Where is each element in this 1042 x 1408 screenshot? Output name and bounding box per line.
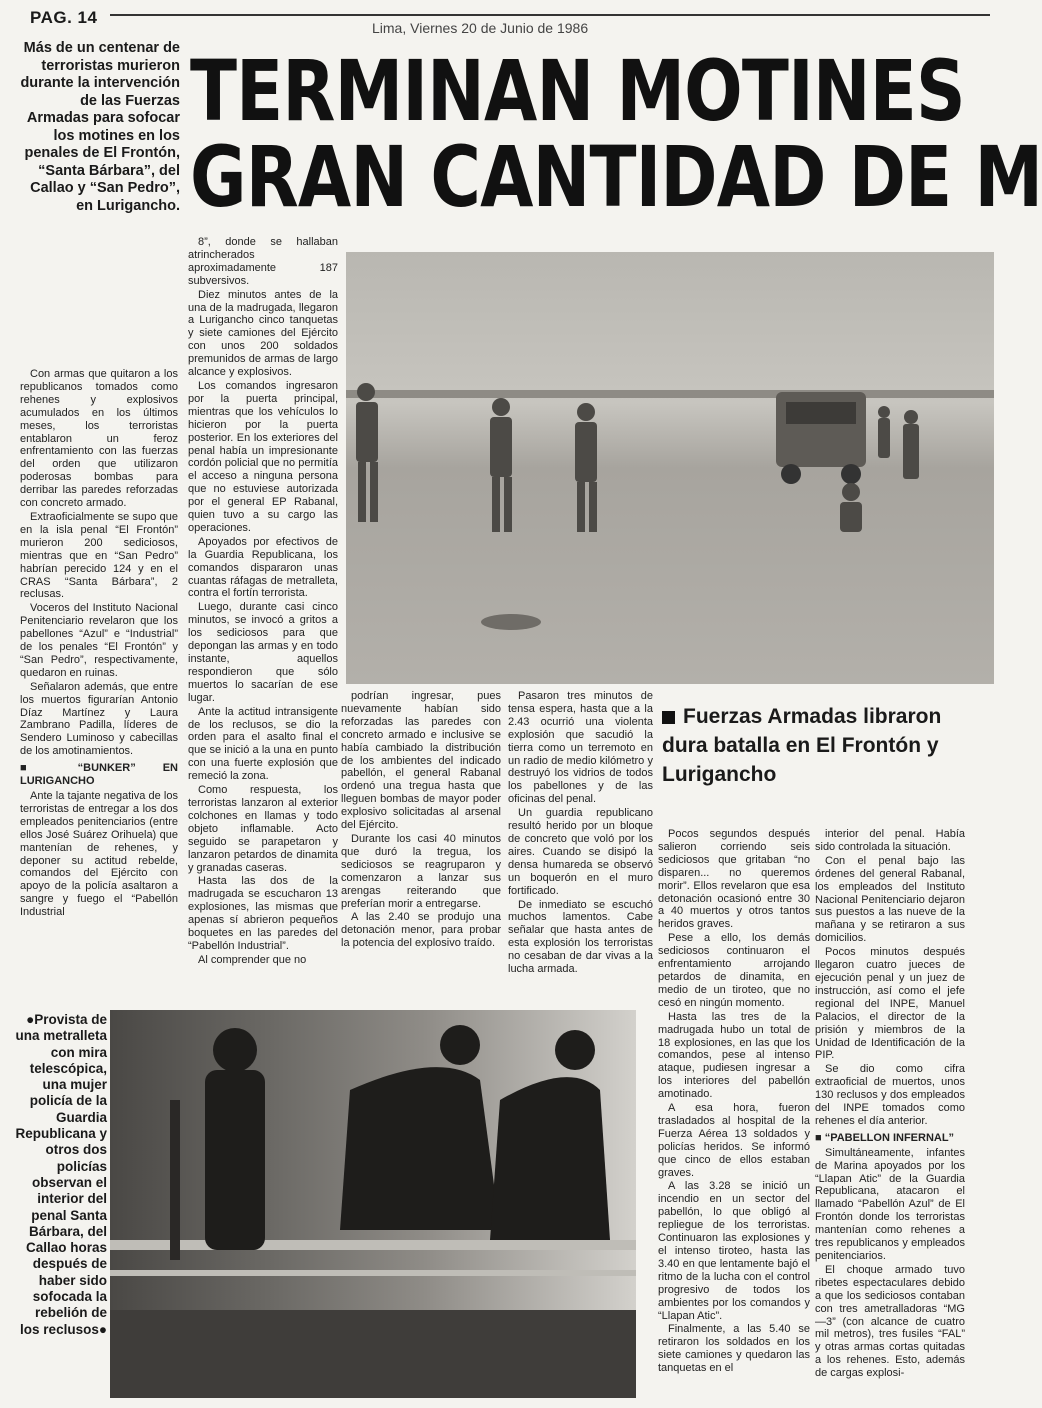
subhead-pabellon-infernal bbox=[815, 1132, 965, 1145]
square-bullet-icon: ■ bbox=[815, 1131, 825, 1144]
paragraph: Ante la actitud intransigente de los reclusos, se dio la orden para el asalto final el que se inició a la una en punto con una fuerte explosión que remeció la zona. bbox=[188, 705, 338, 783]
paragraph: Pasaron tres minutos de tensa espera, hasta que a la 2.43 ocurrió una violenta explosión que sacudió la tierra como un terremoto en un radio de medio kilómetro y destruyó los vidrios de todos los pabellones y de las oficinas del penal. bbox=[508, 690, 653, 806]
top-rule bbox=[110, 14, 990, 16]
paragraph: Voceros del Instituto Nacional Penitenciario revelaron que los pabellones “Azul” e “Industrial” de los penales “El Frontón” y “San Pedro”, respectivamente, quedaron en ruinas. bbox=[20, 602, 178, 679]
subhead-text: “PABELLON INFERNAL” bbox=[824, 1131, 955, 1144]
dateline: Lima, Viernes 20 de Junio de 1986 bbox=[372, 20, 589, 36]
paragraph: Con el penal bajo las órdenes del general Rabanal, los empleados del Instituto Nacional Penitenciario dejaron sus puestos a las nueve de la mañana y se retiraron a sus domicilios. bbox=[815, 854, 965, 945]
main-headline bbox=[190, 42, 1042, 226]
paragraph: Ante la tajante negativa de los terroristas de entregar a los dos empleados penitenciarios (entre ellos José Suárez Orihuela) que mantenían de rehenes, y deponer su actitud rebelde, comandos del Ejército con apoyo de la policía asaltaron a sangre y fuego el “Pabellón Industrial bbox=[20, 790, 178, 919]
square-bullet-icon bbox=[662, 711, 675, 724]
paragraph: interior del penal. Había sido controlada la situación. bbox=[815, 828, 965, 853]
secondary-headline-text: Fuerzas Armadas libraron dura batalla en El Frontón y Lurigancho bbox=[662, 705, 942, 786]
paragraph: Señalaron además, que entre los muertos figurarían Antonio Díaz Martínez y Laura Zambrano Padilla, líderes de Sendero Luminoso y cabecillas de los amotinamientos. bbox=[20, 680, 178, 758]
paragraph: De inmediato se escuchó muchos lamentos. Cabe señalar que hasta antes de esta explosión los terroristas no cesaban de dar vivas a la lucha armada. bbox=[508, 898, 653, 976]
paragraph: Simultáneamente, infantes de Marina apoyados por los “Llapan Atic” de la Guardia Republicana, atacaron el llamado “Pabellón Azul” de El Frontón donde los terroristas mantenían como rehenes a tres republicanos y empleados penitenciarios. bbox=[815, 1146, 965, 1262]
paragraph: 8”, donde se hallaban atrincherados aproximadamente 187 subversivos. bbox=[188, 236, 338, 287]
bullet-icon: ● bbox=[98, 1321, 107, 1337]
paragraph: podrían ingresar, pues nuevamente habían sido reforzadas las paredes con concreto armado e inclusive se había cambiado la distribución de los ambientes del indicado pabellón, el general Rabanal ordenó una tregua hasta que lleguen bombas de mayor poder explosivo solicitadas al arsenal del Ejército. bbox=[341, 690, 501, 832]
paragraph: Pocos minutos después llegaron cuatro jueces de ejecución penal y un juez de instrucción, así como el jefe regional del INPE, Manuel Palacios, el director de la prisión y miembros de la Unidad de Identificación de la PIP. bbox=[815, 946, 965, 1062]
subhead-bunker bbox=[20, 762, 178, 788]
column-2 bbox=[188, 236, 338, 968]
paragraph: Durante los casi 40 minutos que duró la tregua, los sediciosos se reagruparon y comenzaron a lanzar sus arengas reiterando que preferían morir a entregarse. bbox=[341, 832, 501, 910]
paragraph: Pese a ello, los demás sediciosos continuaron el enfrentamiento arrojando petardos de dinamita, en medio de un tiroteo, que no cesó en ningún momento. bbox=[658, 932, 810, 1009]
bullet-icon: ● bbox=[26, 1012, 35, 1027]
column-3 bbox=[341, 690, 501, 951]
column-4 bbox=[508, 690, 653, 977]
police-scene-illustration bbox=[110, 1010, 636, 1398]
caption-text: Provista de una metralleta con mira telescópica, una mujer policía de la Guardia Republicana y otros dos policías observan el interior del penal Santa Bárbara, del Callao horas después de haber sido sofocada la rebelión de los reclusos bbox=[15, 1012, 107, 1337]
subhead-text: “BUNKER” EN LURIGANCHO bbox=[20, 762, 178, 788]
page-number: PAG. 14 bbox=[30, 8, 98, 27]
paragraph: El choque armado tuvo ribetes espectaculares debido a que los sediciosos contaban con tres ametralladoras “MG—3” (con alcance de cuatro mil metros), tres fusiles “FAL” y otras armas cortas quitadas a los rehenes. Esto, además de cargas explosi- bbox=[815, 1263, 965, 1380]
paragraph: Al comprender que no bbox=[198, 953, 307, 966]
paragraph: A esa hora, fueron trasladados al hospital de la Fuerza Aérea 13 soldados y policías heridos. Se informó que cinco de ellos estaban graves. bbox=[658, 1102, 810, 1179]
paragraph: Un guardia republicano resultó herido por un bloque de concreto que voló por los aires. Cuando se disipó la densa humareda se observó un boquerón en el muro fortificado. bbox=[508, 807, 653, 897]
paragraph: A las 2.40 se produjo una detonación menor, para probar la potencia del explosivo traído. bbox=[341, 911, 501, 950]
column-1 bbox=[20, 368, 178, 920]
paragraph: Diez minutos antes de la una de la madrugada, llegaron a Lurigancho cinco tanquetas y siete camiones del Ejército con unos 200 soldados premunidos de armas de largo alcance y explosivos. bbox=[188, 288, 338, 379]
paragraph: Hasta las tres de la madrugada hubo un total de 18 explosiones, en las que los comandos, pese al intenso ataque, pudiesen ingresar a los interiores del pabellón amotinado. bbox=[658, 1010, 810, 1101]
paragraph: Pocos segundos después salieron corriendo seis sediciosos que gritaban “no disparen... no queremos morir”. Ellos revelaron que esa detonación ocasionó entre 30 a 40 muertos y otros tantos heridos graves. bbox=[658, 828, 810, 931]
paragraph: Extraoficialmente se supo que en la isla penal “El Frontón” murieron 200 sediciosos, mientras que en “San Pedro” habrían perecido 124 y en el CRAS “Santa Bárbara”, 2 reclusas. bbox=[20, 510, 178, 601]
headline-line-1: TERMINAN MOTINES bbox=[190, 42, 965, 140]
secondary-headline bbox=[662, 702, 980, 789]
paragraph: Luego, durante casi cinco minutos, se invocó a gritos a los sediciosos para que depongan las armas y en todo instante, aquellos respondieron que sólo muertos lo sacarían de ese lugar. bbox=[188, 601, 338, 704]
paragraph: Con armas que quitaron a los republicanos tomados como rehenes y explosivos acumulados en los últimos meses, los terroristas entablaron un feroz enfrentamiento con las fuerzas del orden que utilizaron poderosas bombas para derribar las paredes reforzadas con concreto armado. bbox=[20, 368, 178, 510]
paragraph: Apoyados por efectivos de la Guardia Republicana, los comandos dispararon unas cuantas ráfagas de metralleta, contra el fortín terrorista. bbox=[188, 535, 338, 600]
paragraph: Se dio como cifra extraoficial de muertos, unos 130 reclusos y dos empleados del INPE tomados como rehenes el día anterior. bbox=[815, 1063, 965, 1127]
photo-caption bbox=[14, 1012, 107, 1338]
soldiers-scene-illustration bbox=[346, 252, 994, 684]
deck: Más de un centenar de terroristas murieron durante la intervención de las Fuerzas Armadas para sofocar los motines en los penales de El Frontón, “Santa Bárbara”, del Callao y “San Pedro”, en Lurigancho. bbox=[20, 40, 180, 214]
headline-line-2: GRAN CANTIDAD DE M bbox=[190, 128, 1042, 226]
photo-soldiers-lurigancho bbox=[346, 252, 994, 684]
paragraph: Como respuesta, los terroristas lanzaron al exterior colchones en llamas y todo objeto inflamable. Acto seguido se parapetaron y lanzaron petardos de dinamita y granadas caseras. bbox=[188, 784, 338, 874]
column-6 bbox=[815, 828, 965, 1381]
paragraph: A las 3.28 se inició un incendio en un sector del pabellón, lo que obligó al repliegue de los terroristas. Continuaron las explosiones y el intenso tiroteo, hasta las 3.40 en que lentamente bajó el ritmo de la lucha con el control progresivo de todos los ambientes por los comandos y “Llapan Atic”. bbox=[658, 1180, 810, 1322]
paragraph: Hasta las dos de la madrugada se escucharon 13 explosiones, las mismas que apenas sí abrieron pequeños boquetes en las paredes del “Pabellón Industrial”. bbox=[188, 875, 338, 952]
column-5 bbox=[658, 828, 810, 1376]
photo-police-santa-barbara bbox=[110, 1010, 636, 1398]
paragraph: Finalmente, a las 5.40 se retiraron los soldados en los siete camiones y quedaron las tanquetas en el bbox=[658, 1323, 810, 1375]
paragraph: Los comandos ingresaron por la puerta principal, mientras que los vehículos lo hicieron por la puerta posterior. En los exteriores del penal había un impresionante cordón policial que no permitía el acceso a ninguna persona que no estuviese autorizada por el general EP Rabanal, quien tuvo a su cargo las operaciones. bbox=[188, 379, 338, 534]
square-bullet-icon: ■ bbox=[20, 762, 78, 775]
